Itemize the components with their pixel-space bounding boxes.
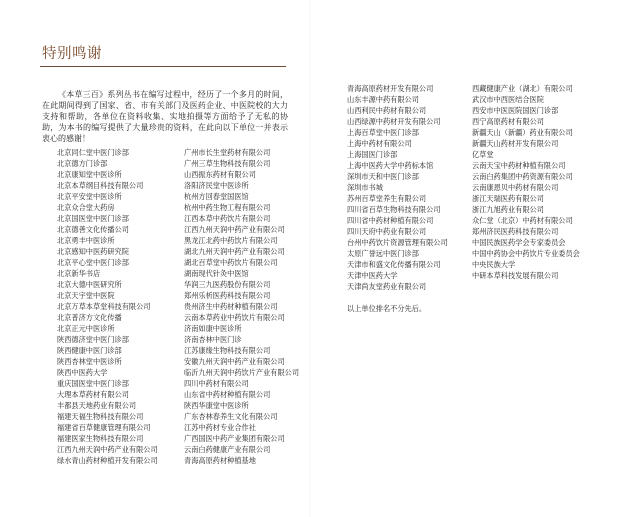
- organization-entry: 广东杏林春养生文化有限公司: [184, 412, 278, 421]
- organization-entry: 天津尚友堂药业有限公司: [347, 282, 427, 291]
- organization-entry: 山西振东药材有限公司: [184, 170, 256, 179]
- organization-entry: 云南白药集团中药资源有限公司: [472, 172, 573, 181]
- organization-entry: 济南杏林中医门诊: [184, 335, 242, 344]
- organization-entry: 湖南现代针灸中医馆: [184, 269, 249, 278]
- organization-entry: 江苏康缘生物科技有限公司: [184, 346, 271, 355]
- organization-entry: 上海国医门诊部: [347, 150, 398, 159]
- organization-entry: 广州三草生物科技有限公司: [184, 159, 271, 168]
- organization-entry: 北京众合堂大药房: [57, 203, 115, 212]
- organization-entry: 临沂九州天润中药饮片产业有限公司: [184, 368, 300, 377]
- title-underline-divider: [40, 66, 286, 67]
- organization-entry: 浙江九旭药业有限公司: [472, 205, 544, 214]
- organization-entry: 湖北百草堂中药饮片有限公司: [184, 258, 278, 267]
- organization-entry: 上海中药材有限公司: [347, 139, 412, 148]
- organization-entry: 安徽九州天润中药产业有限公司: [184, 357, 285, 366]
- organization-entry: 北京本草纲目科技有限公司: [57, 181, 144, 190]
- organization-entry: 四川省百草生物科技有限公司: [347, 205, 441, 214]
- organization-entry: 西宁高原药材有限公司: [472, 117, 544, 126]
- organization-entry: 陕西德济堂中医门诊部: [57, 335, 129, 344]
- organization-entry: 天津中医药大学: [347, 271, 398, 280]
- organization-entry: 众仁堂（北京）中药材有限公司: [472, 216, 573, 225]
- organization-entry: 亿草堂: [472, 150, 494, 159]
- organization-entry: 云南康恩贝中药材有限公司: [472, 183, 559, 192]
- organization-entry: 北京感知中医药研究院: [57, 247, 129, 256]
- organization-entry: 广州市长生堂药材有限公司: [184, 148, 271, 157]
- acknowledgement-column-1: [57, 147, 158, 466]
- organization-entry: 丰都县天地药业有限公司: [57, 401, 137, 410]
- page-title: 特别鸣谢: [42, 46, 102, 62]
- organization-entry: 北京普济方文化传播: [57, 313, 122, 322]
- organization-entry: 陕西杏林堂中医诊所: [57, 357, 122, 366]
- organization-entry: 山西利民中药材有限公司: [347, 106, 427, 115]
- organization-entry: 北京平心堂中医门诊部: [57, 258, 129, 267]
- organization-entry: 新疆天山药材开发有限公司: [472, 139, 559, 148]
- organization-entry: 北京康知堂中医诊所: [57, 170, 122, 179]
- organization-entry: 郑州乐析医药科技有限公司: [184, 291, 271, 300]
- organization-entry: 苏州百草堂养生有限公司: [347, 194, 427, 203]
- organization-entry: 浙江天瑞医药有限公司: [472, 194, 544, 203]
- organization-entry: 西安市中医医院国医门诊部: [472, 106, 559, 115]
- organization-entry: 济南如康中医诊所: [184, 324, 242, 333]
- organization-entry: 北京同仁堂中医门诊部: [57, 148, 129, 157]
- organization-entry: 北京正元中医诊所: [57, 324, 115, 333]
- page-spine: [309, 0, 311, 517]
- organization-entry: 北京大德中医研究所: [57, 280, 122, 289]
- organization-entry: 江西九州天润中药产业有限公司: [184, 225, 285, 234]
- organization-entry: 中国民族医药学会专家委员会: [472, 238, 566, 247]
- organization-entry: 陕西健康中医门诊部: [57, 346, 122, 355]
- organization-entry: 深圳市天和中医门诊部: [347, 172, 419, 181]
- organization-entry: 武汉市中西医结合医院: [472, 95, 544, 104]
- organization-entry: 陕西中医药大学: [57, 368, 108, 377]
- organization-entry: 广西国医中药产业集团有限公司: [184, 434, 285, 443]
- organization-entry: 北京德方门诊部: [57, 159, 108, 168]
- organization-entry: 云南天宝中药材种植有限公司: [472, 161, 566, 170]
- organization-entry: 中央民族大学: [472, 260, 516, 269]
- organization-entry: 山东丰源中药有限公司: [347, 95, 419, 104]
- organization-entry: 北京平安堂中医诊所: [57, 192, 122, 201]
- organization-entry: 青海高原药材种植基地: [184, 456, 256, 465]
- organization-entry: 湖北九州天润中药产业有限公司: [184, 247, 285, 256]
- organization-entry: 重庆国医堂中医门诊部: [57, 379, 129, 388]
- organization-entry: 北京天宇堂中医院: [57, 291, 115, 300]
- organization-entry: 山西绿源中药材开发有限公司: [347, 117, 441, 126]
- organization-entry: 太原广誉远中医门诊部: [347, 249, 419, 258]
- organization-entry: 上海中医药大学中药标本馆: [347, 161, 434, 170]
- organization-entry: 绿水青山药材种植开发有限公司: [57, 456, 158, 465]
- organization-entry: 郑州济民医药科技有限公司: [472, 227, 559, 236]
- intro-paragraph: 《本草三百》系列丛书在编写过程中，经历了一个多月的时间，在此期间得到了国家、省、市有关部门及医药企业、中医院校的大力支持和帮助，各单位在资料收集、实地拍摄等方面给予了无私的协助，为本书的编写提供了大量珍贵的资料，在此向以下单位一并表示衷心的感谢！: [42, 90, 288, 143]
- organization-entry: 深圳市书城: [347, 183, 383, 192]
- organization-entry: 北京万草本草堂科技有限公司: [57, 302, 151, 311]
- organization-entry: 杭州方回春堂国医馆: [184, 192, 249, 201]
- organization-entry: 北京新华书店: [57, 269, 101, 278]
- organization-entry: 福建天福生物科技有限公司: [57, 412, 144, 421]
- organization-entry: 洛阳济民堂中医诊所: [184, 181, 249, 190]
- acknowledgement-column-3: [347, 83, 448, 314]
- organization-entry: 杭州中药生物工程有限公司: [184, 203, 271, 212]
- organization-entry: 江苏中药材专业合作社: [184, 423, 256, 432]
- organization-entry: 四川中药材有限公司: [184, 379, 249, 388]
- organization-entry: 云南本草药业中药饮片有限公司: [184, 313, 285, 322]
- organization-entry: 北京勇丰中医诊所: [57, 236, 115, 245]
- organization-entry: 大理本草药材有限公司: [57, 390, 129, 399]
- organization-entry: 台州中药饮片资源管理有限公司: [347, 238, 448, 247]
- acknowledgement-column-2: [184, 147, 299, 466]
- organization-entry: 陕西华康堂中医诊所: [184, 401, 249, 410]
- organization-entry: 江西本草中药饮片有限公司: [184, 214, 271, 223]
- organization-entry: 中国中药协会中药饮片专业委员会: [472, 249, 580, 258]
- acknowledgement-column-4: [472, 83, 580, 281]
- organization-entry: 贵州济生中药材种植有限公司: [184, 302, 278, 311]
- organization-entry: 福建医家生物科技有限公司: [57, 434, 144, 443]
- organization-entry: 上海百草堂中医门诊部: [347, 128, 419, 137]
- organization-entry: 北京德善文化传播公司: [57, 225, 129, 234]
- organization-entry: 华润三九医药股份有限公司: [184, 280, 271, 289]
- ordering-note: 以上单位排名不分先后。: [347, 304, 427, 313]
- organization-entry: 天津市和盛文化传播有限公司: [347, 260, 441, 269]
- organization-entry: 福建省百草健康管理有限公司: [57, 423, 151, 432]
- organization-entry: 四川天府中药业有限公司: [347, 227, 427, 236]
- organization-entry: 黑龙江北药中药饮片有限公司: [184, 236, 278, 245]
- organization-entry: 北京国医堂中医门诊部: [57, 214, 129, 223]
- organization-entry: 云南白药健康产业有限公司: [184, 445, 271, 454]
- organization-entry: 四川省中药材种植有限公司: [347, 216, 434, 225]
- organization-entry: 江西九州天润中药产业有限公司: [57, 445, 158, 454]
- organization-entry: 新疆天山（新疆）药业有限公司: [472, 128, 573, 137]
- organization-entry: 山东省中药材种植有限公司: [184, 390, 271, 399]
- organization-entry: 青海高原药材开发有限公司: [347, 84, 434, 93]
- organization-entry: 西藏健康产业（湖北）有限公司: [472, 84, 573, 93]
- organization-entry: 中研本草科技发展有限公司: [472, 271, 559, 280]
